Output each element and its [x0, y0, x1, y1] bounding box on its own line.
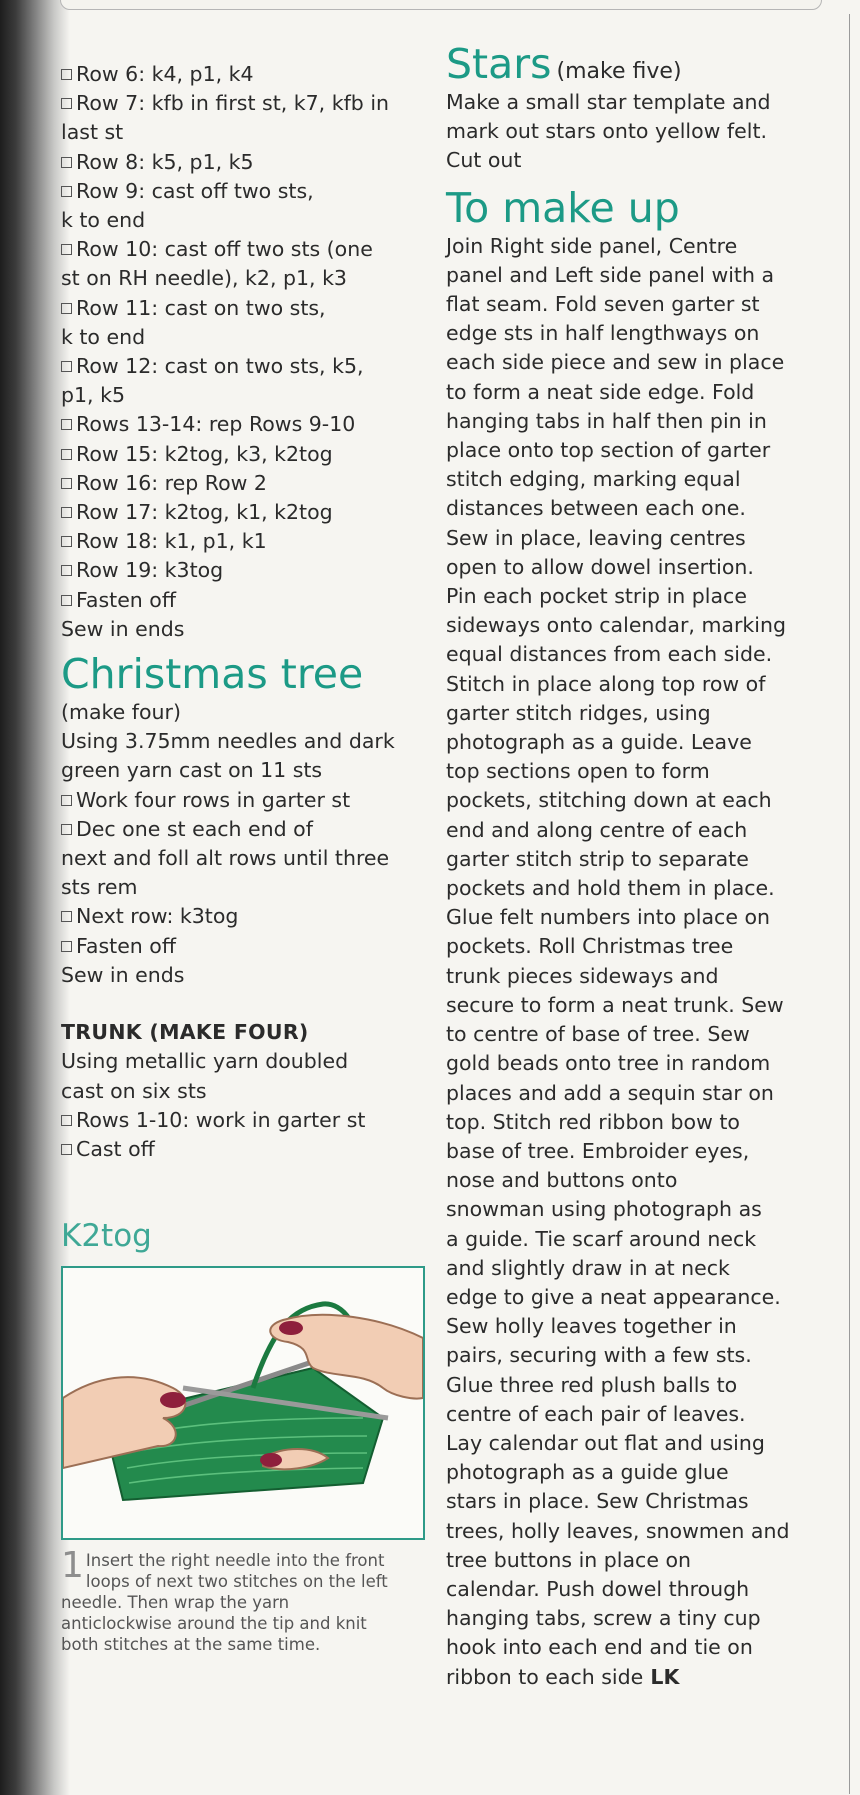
- line-text: Using metallic yarn doubled: [61, 1049, 349, 1074]
- checkbox-icon: [61, 186, 72, 197]
- text-line: [61, 352, 437, 381]
- line-text: and slightly draw in at neck: [446, 1255, 730, 1280]
- line-text: Stitch in place along top row of: [446, 671, 766, 696]
- page-spine-shadow: [0, 0, 70, 1795]
- line-text: trunk pieces sideways and: [446, 963, 719, 988]
- text-line: [61, 89, 437, 118]
- line-text: a guide. Tie scarf around neck: [446, 1226, 757, 1251]
- text-line: [61, 556, 437, 585]
- text-line: [446, 553, 826, 582]
- line-text: hanging tabs in half then pin in: [446, 408, 767, 433]
- pattern-rows-list: [61, 60, 437, 644]
- lk-signoff: LK: [643, 1664, 680, 1689]
- caption-line: needle. Then wrap the yarn: [61, 1593, 290, 1613]
- stars-heading-note: (make five): [556, 59, 682, 84]
- line-text: Make a small star template and: [446, 90, 771, 114]
- stars-heading: Stars: [446, 40, 552, 88]
- checkbox-icon: [61, 565, 72, 576]
- text-line: [446, 903, 826, 932]
- text-line: [61, 815, 437, 844]
- text-line: [61, 727, 437, 756]
- trunk-subheading: TRUNK (MAKE FOUR): [61, 1020, 309, 1045]
- text-line: [61, 932, 437, 961]
- line-text: next and foll alt rows until three: [61, 846, 390, 871]
- checkbox-icon: [61, 941, 72, 952]
- text-line: [446, 582, 826, 611]
- make-up-instructions: [446, 232, 826, 1692]
- line-text: Rows 1-10: work in garter st: [76, 1107, 366, 1132]
- text-line: [61, 264, 437, 293]
- caption-line: anticlockwise around the tip and knit: [61, 1614, 367, 1634]
- text-line: [61, 873, 437, 902]
- text-line: [61, 148, 437, 177]
- checkbox-icon: [61, 1144, 72, 1155]
- text-line: [61, 902, 437, 931]
- text-line: [446, 1604, 826, 1633]
- line-text: gold beads onto tree in random: [446, 1051, 771, 1076]
- text-line: [61, 410, 437, 439]
- line-text: Cast off: [76, 1136, 155, 1161]
- text-line: [446, 494, 826, 523]
- text-line: [446, 991, 826, 1020]
- text-line: [61, 323, 437, 352]
- line-text: pockets. Roll Christmas tree: [446, 934, 734, 959]
- text-line: [61, 177, 437, 206]
- line-text: Sew holly leaves together in: [446, 1314, 737, 1339]
- text-line: [446, 1108, 826, 1137]
- text-line: [446, 728, 826, 757]
- text-line: [446, 1137, 826, 1166]
- text-line: [446, 88, 826, 117]
- line-text: flat seam. Fold seven garter st: [446, 292, 760, 317]
- text-line: [446, 640, 826, 669]
- checkbox-icon: [61, 244, 72, 255]
- text-line: [61, 60, 437, 89]
- text-line: [446, 1458, 826, 1487]
- text-line: [446, 436, 826, 465]
- line-text: panel and Left side panel with a: [446, 262, 775, 287]
- line-text: ribbon to each side: [446, 1664, 644, 1689]
- text-line: [446, 962, 826, 991]
- line-text: calendar. Push dowel through: [446, 1576, 750, 1601]
- line-text: place onto top section of garter: [446, 438, 771, 463]
- text-line: [446, 1575, 826, 1604]
- line-text: Row 8: k5, p1, k5: [76, 149, 254, 174]
- text-line: [61, 844, 437, 873]
- line-text: p1, k5: [61, 383, 126, 408]
- line-text: pockets, stitching down at each: [446, 788, 772, 813]
- text-line: [446, 1049, 826, 1078]
- checkbox-icon: [61, 419, 72, 430]
- line-text: green yarn cast on 11 sts: [61, 758, 323, 783]
- line-text: hook into each end and tie on: [446, 1635, 753, 1660]
- text-line: [61, 1106, 437, 1135]
- text-line: [446, 1225, 826, 1254]
- line-text: snowman using photograph as: [446, 1197, 762, 1222]
- text-line: [61, 586, 437, 615]
- checkbox-icon: [61, 507, 72, 518]
- text-line: [446, 465, 826, 494]
- line-text: nose and buttons onto: [446, 1168, 678, 1193]
- line-text: (make four): [61, 700, 181, 725]
- line-text: hanging tabs, screw a tiny cup: [446, 1606, 761, 1631]
- k2tog-title: K2tog: [61, 1218, 152, 1255]
- checkbox-icon: [61, 157, 72, 168]
- text-line: [446, 1312, 826, 1341]
- text-line: [446, 845, 826, 874]
- top-panel-edge: [60, 0, 822, 10]
- checkbox-icon: [61, 911, 72, 922]
- k2tog-illustration: [61, 1266, 425, 1540]
- line-text: cast on six sts: [61, 1078, 207, 1103]
- line-text: sts rem: [61, 875, 138, 900]
- caption-text: [61, 1545, 437, 1655]
- line-text: photograph as a guide. Leave: [446, 730, 752, 755]
- text-line: [446, 348, 826, 377]
- checkbox-icon: [61, 69, 72, 80]
- line-text: top. Stitch red ribbon bow to: [446, 1109, 740, 1134]
- text-line: [446, 874, 826, 903]
- line-text: mark out stars onto yellow felt.: [446, 119, 768, 144]
- text-line: [61, 118, 437, 147]
- stars-heading-row: [446, 40, 826, 88]
- line-text: Rows 13-14: rep Rows 9-10: [76, 412, 356, 437]
- right-column: [446, 40, 826, 1692]
- text-line: [446, 611, 826, 640]
- line-text: st on RH needle), k2, p1, k3: [61, 266, 347, 291]
- line-text: Row 11: cast on two sts,: [76, 295, 326, 320]
- text-line: [446, 816, 826, 845]
- checkbox-icon: [61, 595, 72, 606]
- text-line: [446, 1195, 826, 1224]
- right-margin-rule: [849, 14, 850, 1794]
- line-text: Row 17: k2tog, k1, k2tog: [76, 500, 333, 525]
- line-text: Next row: k3tog: [76, 904, 239, 929]
- line-text: distances between each one.: [446, 496, 746, 521]
- trunk-instructions: [61, 1047, 437, 1164]
- line-text: garter stitch ridges, using: [446, 700, 711, 725]
- line-text: Row 6: k4, p1, k4: [76, 62, 254, 86]
- text-line: [446, 261, 826, 290]
- caption-line: Insert the right needle into the front: [85, 1551, 385, 1571]
- line-text: tree buttons in place on: [446, 1547, 691, 1572]
- left-column: [61, 60, 437, 1655]
- line-text: Row 7: kfb in first st, k7, kfb in: [76, 91, 390, 116]
- line-text: Glue three red plush balls to: [446, 1372, 738, 1397]
- text-line: [446, 146, 826, 175]
- line-text: base of tree. Embroider eyes,: [446, 1138, 750, 1163]
- checkbox-icon: [61, 536, 72, 547]
- text-line: [446, 932, 826, 961]
- text-line: [61, 1077, 437, 1106]
- text-line: [61, 615, 437, 644]
- text-line: [446, 1517, 826, 1546]
- line-text: Join Right side panel, Centre: [446, 233, 738, 258]
- line-text: edge sts in half lengthways on: [446, 321, 760, 346]
- line-text: to form a neat side edge. Fold: [446, 379, 755, 404]
- line-text: Row 10: cast off two sts (one: [76, 237, 373, 262]
- line-text: top sections open to form: [446, 759, 710, 784]
- line-text: trees, holly leaves, snowmen and: [446, 1518, 790, 1543]
- text-line: [446, 1663, 826, 1692]
- line-text: pockets and hold them in place.: [446, 876, 775, 901]
- text-line: [446, 1166, 826, 1195]
- knitting-hands-illustration: [63, 1268, 423, 1538]
- line-text: garter stitch strip to separate: [446, 846, 749, 871]
- line-text: Row 16: rep Row 2: [76, 470, 267, 495]
- line-text: Pin each pocket strip in place: [446, 584, 747, 609]
- line-text: stitch edging, marking equal: [446, 467, 741, 492]
- christmas-tree-heading: Christmas tree: [61, 650, 364, 699]
- k2tog-caption: [61, 1545, 437, 1655]
- text-line: [61, 235, 437, 264]
- line-text: open to allow dowel insertion.: [446, 554, 754, 579]
- line-text: Sew in ends: [61, 616, 185, 641]
- checkbox-icon: [61, 824, 72, 835]
- text-line: [61, 440, 437, 469]
- text-line: [61, 698, 437, 727]
- text-line: [446, 232, 826, 261]
- caption-line: both stitches at the same time.: [61, 1635, 321, 1655]
- text-line: [446, 670, 826, 699]
- text-line: [446, 117, 826, 146]
- text-line: [61, 206, 437, 235]
- line-text: Fasten off: [76, 933, 176, 958]
- text-line: [446, 1546, 826, 1575]
- text-line: [446, 1429, 826, 1458]
- checkbox-icon: [61, 1115, 72, 1126]
- make-up-heading: To make up: [446, 183, 680, 232]
- line-text: stars in place. Sew Christmas: [446, 1489, 749, 1514]
- line-text: sideways onto calendar, marking: [446, 613, 786, 638]
- line-text: equal distances from each side.: [446, 642, 773, 667]
- text-line: [61, 756, 437, 785]
- line-text: Row 18: k1, p1, k1: [76, 529, 267, 554]
- text-line: [446, 786, 826, 815]
- line-text: Dec one st each end of: [76, 816, 313, 841]
- text-line: [61, 469, 437, 498]
- line-text: k to end: [61, 208, 146, 233]
- line-text: photograph as a guide glue: [446, 1460, 729, 1485]
- line-text: end and along centre of each: [446, 817, 748, 842]
- line-text: Lay calendar out flat and using: [446, 1430, 765, 1455]
- checkbox-icon: [61, 98, 72, 109]
- stars-instructions: [446, 88, 826, 176]
- text-line: [446, 524, 826, 553]
- line-text: k to end: [61, 324, 146, 349]
- text-line: [61, 527, 437, 556]
- line-text: places and add a sequin star on: [446, 1080, 774, 1105]
- text-line: [446, 1371, 826, 1400]
- caption-dropcap: 1: [61, 1545, 84, 1587]
- text-line: [446, 1254, 826, 1283]
- caption-line: loops of next two stitches on the left: [85, 1572, 388, 1592]
- line-text: centre of each pair of leaves.: [446, 1401, 746, 1426]
- line-text: last st: [61, 120, 124, 145]
- line-text: pairs, securing with a few sts.: [446, 1343, 752, 1368]
- text-line: [61, 381, 437, 410]
- text-line: [446, 290, 826, 319]
- text-line: [446, 319, 826, 348]
- line-text: edge to give a neat appearance.: [446, 1284, 781, 1309]
- checkbox-icon: [61, 449, 72, 460]
- text-line: [61, 961, 437, 990]
- line-text: Row 12: cast on two sts, k5,: [76, 354, 364, 379]
- checkbox-icon: [61, 478, 72, 489]
- line-text: Cut out: [446, 148, 522, 173]
- text-line: [446, 757, 826, 786]
- line-text: Work four rows in garter st: [76, 787, 351, 812]
- text-line: [446, 378, 826, 407]
- checkbox-icon: [61, 303, 72, 314]
- text-line: [446, 1079, 826, 1108]
- checkbox-icon: [61, 795, 72, 806]
- line-text: Fasten off: [76, 587, 176, 612]
- line-text: each side piece and sew in place: [446, 350, 785, 375]
- line-text: Sew in place, leaving centres: [446, 525, 746, 550]
- text-line: [446, 1283, 826, 1312]
- checkbox-icon: [61, 361, 72, 372]
- line-text: Row 19: k3tog: [76, 558, 224, 583]
- line-text: Glue felt numbers into place on: [446, 905, 770, 930]
- text-line: [446, 1633, 826, 1662]
- line-text: Using 3.75mm needles and dark: [61, 729, 395, 754]
- text-line: [446, 1341, 826, 1370]
- text-line: [61, 294, 437, 323]
- text-line: [446, 1487, 826, 1516]
- text-line: [446, 1400, 826, 1429]
- line-text: Row 9: cast off two sts,: [76, 178, 314, 203]
- line-text: Sew in ends: [61, 962, 185, 987]
- text-line: [61, 498, 437, 527]
- text-line: [61, 1047, 437, 1076]
- christmas-tree-instructions: [61, 698, 437, 990]
- line-text: Row 15: k2tog, k3, k2tog: [76, 441, 333, 466]
- text-line: [61, 1135, 437, 1164]
- line-text: secure to form a neat trunk. Sew: [446, 992, 784, 1017]
- text-line: [61, 786, 437, 815]
- text-line: [446, 1020, 826, 1049]
- line-text: to centre of base of tree. Sew: [446, 1022, 750, 1047]
- text-line: [446, 699, 826, 728]
- text-line: [446, 407, 826, 436]
